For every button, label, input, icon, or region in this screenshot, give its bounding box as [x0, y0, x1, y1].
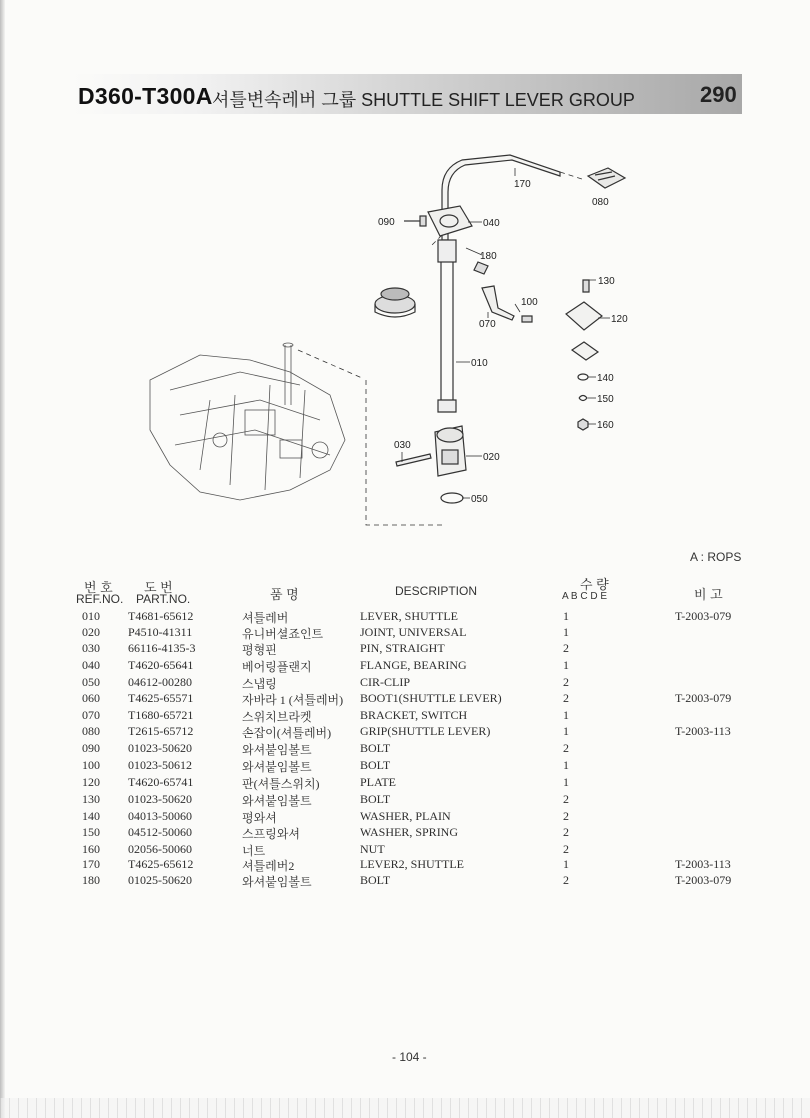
table-row — [0, 825, 810, 841]
part-no: 66116-4135-3 — [128, 641, 196, 655]
ref-no: 010 — [82, 609, 100, 623]
part-no: 04512-50060 — [128, 825, 192, 839]
callout-030: 030 — [394, 440, 411, 451]
remarks: T-2003-113 — [675, 857, 731, 871]
part-no: 04612-00280 — [128, 675, 192, 689]
bolt-090 — [404, 216, 426, 226]
ref-no: 150 — [82, 825, 100, 839]
description: GRIP(SHUTTLE LEVER) — [360, 724, 491, 738]
description: LEVER, SHUTTLE — [360, 609, 458, 623]
description: NUT — [360, 842, 385, 856]
part-name-ko: 평와셔 — [242, 811, 277, 825]
part-name-ko: 스프링와셔 — [242, 827, 300, 841]
part-name-ko: 와셔붙임볼트 — [242, 875, 312, 889]
ref-no: 070 — [82, 708, 100, 722]
part-no: T4625-65612 — [128, 857, 194, 871]
ref-no: 020 — [82, 625, 100, 639]
remarks: T-2003-079 — [675, 691, 732, 705]
quantity: 1 — [563, 609, 569, 623]
callout-070: 070 — [479, 319, 496, 330]
table-row — [0, 792, 810, 808]
callout-170: 170 — [514, 179, 531, 190]
ref-no: 170 — [82, 857, 100, 871]
table-row — [0, 873, 810, 889]
part-name-ko: 스위치브라켓 — [242, 710, 312, 724]
remarks: T-2003-079 — [675, 609, 732, 623]
bolt-130 — [583, 280, 589, 292]
callout-160: 160 — [597, 420, 614, 431]
quantity: 2 — [563, 641, 569, 655]
ref-no: 140 — [82, 809, 100, 823]
part-no: T1680-65721 — [128, 708, 194, 722]
quantity: 1 — [563, 658, 569, 672]
header-part-en: PART.NO. — [136, 592, 191, 606]
ref-no: 160 — [82, 842, 100, 856]
plate-lower — [572, 342, 598, 360]
table-row — [0, 741, 810, 757]
table-row — [0, 658, 810, 674]
part-name-ko: 유니버셜죠인트 — [242, 627, 324, 641]
ref-no: 100 — [82, 758, 100, 772]
part-no: T4620-65641 — [128, 658, 194, 672]
callout-050: 050 — [471, 494, 488, 505]
callout-120: 120 — [611, 314, 628, 325]
table-row — [0, 809, 810, 825]
quantity: 2 — [563, 809, 569, 823]
part-name-ko: 셔틀레버2 — [242, 859, 295, 873]
bolt-100 — [522, 316, 532, 322]
ref-no: 040 — [82, 658, 100, 672]
callout-180: 180 — [480, 251, 497, 262]
circlip-050 — [441, 493, 463, 503]
header-description: DESCRIPTION — [395, 584, 478, 598]
part-name-ko: 너트 — [242, 844, 266, 858]
table-row — [0, 724, 810, 740]
page-footer-number: - 104 - — [392, 1050, 427, 1064]
pin-030 — [396, 454, 431, 466]
washer-140 — [578, 374, 588, 380]
quantity: 2 — [563, 792, 569, 806]
part-name-ko: 베어링플랜지 — [242, 660, 312, 674]
part-no: 01025-50620 — [128, 873, 192, 887]
description: BOOT1(SHUTTLE LEVER) — [360, 691, 502, 705]
part-name-ko: 셔틀레버 — [242, 611, 289, 625]
nut-160 — [578, 419, 588, 430]
switch-bracket-070 — [482, 286, 514, 320]
part-no: 02056-50060 — [128, 842, 192, 856]
table-row — [0, 641, 810, 657]
part-no: P4510-41311 — [128, 625, 193, 639]
header-qty-ko: 수 량 — [580, 577, 609, 592]
quantity: 2 — [563, 842, 569, 856]
boot-060 — [375, 288, 415, 317]
ref-no: 060 — [82, 691, 100, 705]
table-row — [0, 675, 810, 691]
header-ref-en: REF.NO. — [76, 592, 124, 606]
group-title: 셔틀변속레버 그룹 SHUTTLE SHIFT LEVER GROUP — [212, 90, 635, 110]
description: WASHER, SPRING — [360, 825, 459, 839]
callout-020: 020 — [483, 452, 500, 463]
part-no: 01023-50612 — [128, 758, 192, 772]
part-name-ko: 와셔붙임볼트 — [242, 743, 312, 757]
ref-no: 090 — [82, 741, 100, 755]
quantity: 1 — [563, 708, 569, 722]
group-page-number: 290 — [700, 82, 737, 107]
description: PLATE — [360, 775, 396, 789]
rops-note: A : ROPS — [690, 550, 742, 564]
quantity: 1 — [563, 758, 569, 772]
part-name-ko: 판(셔틀스위치) — [242, 777, 320, 791]
flange-bearing-040 — [428, 206, 472, 236]
part-no: T4620-65741 — [128, 775, 194, 789]
table-row — [0, 609, 810, 625]
ref-no: 080 — [82, 724, 100, 738]
callout-130: 130 — [598, 276, 615, 287]
quantity: 1 — [563, 775, 569, 789]
part-no: T2615-65712 — [128, 724, 194, 738]
header-qty-columns: A B C D E — [562, 591, 608, 602]
header-part-ko: 도 번 — [144, 580, 173, 595]
part-name-ko: 평형핀 — [242, 643, 277, 657]
part-name-ko: 손잡이(셔틀레버) — [242, 726, 332, 740]
quantity: 2 — [563, 691, 569, 705]
callout-140: 140 — [597, 373, 614, 384]
table-row — [0, 691, 810, 707]
remarks: T-2003-113 — [675, 724, 731, 738]
part-name-ko: 와셔붙임볼트 — [242, 794, 312, 808]
model-code: D360-T300A — [78, 83, 213, 109]
description: FLANGE, BEARING — [360, 658, 467, 672]
callout-010: 010 — [471, 358, 488, 369]
quantity: 2 — [563, 741, 569, 755]
callout-090: 090 — [378, 217, 395, 228]
part-no: T4681-65612 — [128, 609, 194, 623]
header-name-ko: 품 명 — [270, 587, 299, 602]
part-no: 01023-50620 — [128, 741, 192, 755]
universal-joint-020 — [435, 426, 466, 476]
part-no: 04013-50060 — [128, 809, 192, 823]
quantity: 2 — [563, 675, 569, 689]
callout-150: 150 — [597, 394, 614, 405]
quantity: 2 — [563, 825, 569, 839]
spring-washer-150 — [579, 396, 587, 401]
shaft-010 — [438, 240, 456, 412]
part-name-ko: 와셔붙임볼트 — [242, 760, 312, 774]
ref-no: 130 — [82, 792, 100, 806]
remarks: T-2003-079 — [675, 873, 732, 887]
description: WASHER, PLAIN — [360, 809, 451, 823]
description: BOLT — [360, 792, 391, 806]
table-row — [0, 758, 810, 774]
exploded-parts-diagram — [0, 0, 810, 540]
table-row — [0, 625, 810, 641]
description: BOLT — [360, 758, 391, 772]
grip-080 — [588, 168, 625, 188]
part-no: T4625-65571 — [128, 691, 194, 705]
part-name-ko: 스냅링 — [242, 677, 277, 691]
description: LEVER2, SHUTTLE — [360, 857, 464, 871]
quantity: 1 — [563, 724, 569, 738]
header-ref-ko: 번 호 — [84, 580, 113, 595]
table-row — [0, 775, 810, 791]
page-bottom-edge — [0, 1098, 810, 1118]
table-row — [0, 708, 810, 724]
callout-040: 040 — [483, 218, 500, 229]
ref-no: 120 — [82, 775, 100, 789]
plate-120 — [566, 302, 602, 330]
ref-no: 030 — [82, 641, 100, 655]
description: PIN, STRAIGHT — [360, 641, 445, 655]
table-row — [0, 842, 810, 858]
callout-080: 080 — [592, 197, 609, 208]
description: BOLT — [360, 873, 391, 887]
quantity: 2 — [563, 873, 569, 887]
quantity: 1 — [563, 857, 569, 871]
description: JOINT, UNIVERSAL — [360, 625, 467, 639]
ref-no: 050 — [82, 675, 100, 689]
table-row — [0, 857, 810, 873]
quantity: 1 — [563, 625, 569, 639]
description: BOLT — [360, 741, 391, 755]
callout-100: 100 — [521, 297, 538, 308]
transmission-housing — [150, 343, 345, 500]
description: BRACKET, SWITCH — [360, 708, 468, 722]
part-no: 01023-50620 — [128, 792, 192, 806]
header-remarks-ko: 비 고 — [694, 587, 723, 602]
bolt-180 — [474, 262, 488, 274]
description: CIR-CLIP — [360, 675, 411, 689]
part-name-ko: 자바라 1 (셔틀레버) — [242, 693, 344, 707]
ref-no: 180 — [82, 873, 100, 887]
